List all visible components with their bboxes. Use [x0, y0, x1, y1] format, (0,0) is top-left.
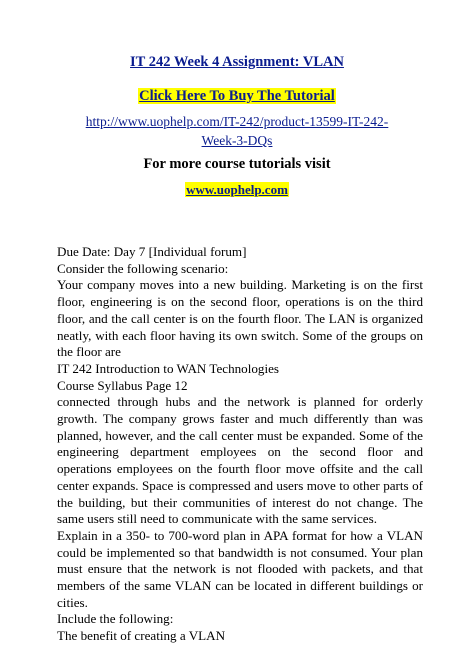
buy-tutorial-link[interactable]	[0, 87, 474, 105]
more-tutorials-text: For more course tutorials visit	[143, 156, 331, 172]
assignment-body	[57, 244, 423, 645]
benefit-item: The benefit of creating a VLAN	[57, 628, 226, 644]
document-title: IT 242 Week 4 Assignment: VLAN	[130, 54, 344, 70]
buy-tutorial-label[interactable]: Click Here To Buy The Tutorial	[139, 88, 335, 104]
scenario-paragraph: Your company moves into a new building. Marketing is on the first floor, engineering is on the second floor, operations is on the third floor, and the call center is on the fourth floor. The LAN is organized neatly, with each floor having its own switch. Some of the groups on the floor are	[57, 277, 423, 360]
scenario-continuation: connected through hubs and the network is planned for orderly growth. The company grows faster and much differently than was planned, however, and the call center must be expanded. Some of the engineering department employees on the second floor and operations employees on the fourth floor move offsite and the call center expands. Space is compressed and users move to other parts of the building, but their communities of interest do not change. The same users still need to communicate with the same services.	[57, 394, 423, 527]
task-paragraph: Explain in a 350- to 700-word plan in APA format for how a VLAN could be implemented so that bandwidth is not consumed. Your plan must ensure that the network is not flooded with packets, and that members of the same VLAN can be located in different buildings or cities.	[57, 527, 423, 610]
course-title-line: IT 242 Introduction to WAN Technologies	[57, 360, 280, 376]
include-heading: Include the following:	[57, 611, 174, 627]
site-link[interactable]	[0, 181, 474, 198]
site-link-label[interactable]: www.uophelp.com	[186, 182, 288, 197]
due-date-line: Due Date: Day 7 [Individual forum]	[57, 244, 247, 259]
product-url-line-1[interactable]: http://www.uophelp.com/IT-242/product-13599-IT-242-	[85, 114, 389, 129]
product-url-line-2[interactable]: Week-3-DQs	[201, 133, 273, 148]
product-url-link[interactable]	[0, 112, 474, 150]
scenario-intro: Consider the following scenario:	[57, 260, 229, 276]
syllabus-page-line: Course Syllabus Page 12	[57, 377, 188, 393]
